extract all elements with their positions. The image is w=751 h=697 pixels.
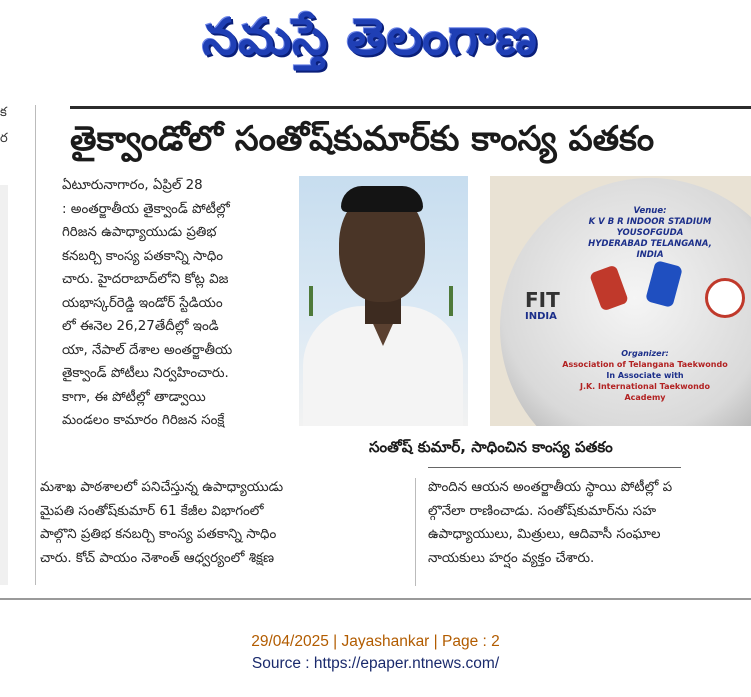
body-line: కాగా, ఈ పోటీల్లో తాడ్వాయి [62,389,206,405]
footer-date-line: 29/04/2025 | Jayashankar | Page : 2 [251,633,500,650]
red-fighter-figure [589,264,629,311]
body-line: చారు. హైదరాబాద్‌లోని కోట్ల విజ [62,272,229,287]
medal-venue-line: HYDERABAD TELANGANA, INDIA [588,239,712,260]
page-footer [0,631,751,675]
body-line: పొందిన ఆయన అంతర్జాతీయ స్థాయి పోటీల్లో ప [428,480,673,495]
body-line: కనబర్చి కాంస్య పతకాన్ని సాధిం [62,248,224,264]
headline-rule [70,106,751,109]
adjacent-column-shade [0,185,8,585]
body-line: యభాస్కర్‌రెడ్డి ఇండోర్ స్టేడియం [62,295,223,311]
medal-venue [575,206,725,261]
article-body-right [428,476,751,570]
caption-rule [428,467,681,468]
photo-caption: సంతోష్ కుమార్, సాధించిన కాంస్య పతకం [299,427,751,467]
body-line: లో ఈనెల 26,27తేదీల్లో ఇండి [62,319,219,334]
medal-organizer-label: Organizer: [621,349,669,358]
medal-organizer-line: Academy [624,393,666,402]
body-line: ఏటూరునాగారం, ఏప్రిల్ 28 [62,178,203,193]
footer-source-line: Source : https://epaper.ntnews.com/ [251,655,500,672]
tree-shape [309,286,313,316]
page-bottom-rule [0,598,751,600]
blue-fighter-figure [645,260,683,308]
body-line: చారు. కోచ్ పాయం నెశాంత్ ఆధ్వర్యంలో శిక్షణ [40,550,275,566]
medal-venue-label: Venue: [633,206,667,216]
body-line: తైక్వాండ్ పోటీలు నిర్వహించారు. [62,366,229,381]
bronze-medal [500,178,751,426]
masthead-title: నమస్తే తెలంగాణ [202,7,538,66]
body-line: మైపతి సంతోష్‌కుమార్ 61 కేజీల విభాగంలో [40,503,264,519]
medal-organizer-line: J.K. International Taekwondo [579,382,711,391]
body-line: పాల్గొని ప్రతిభ కనబర్చి కాంస్య పతకాన్ని సాధిం [40,527,277,542]
article-headline: తైక్వాండోలో సంతోష్‌కుమార్‌కు కాంస్య పతకం [70,119,655,159]
body-line: : అంతర్జాతీయ తైక్వాండ్ పోటీల్లో [62,201,230,217]
column-divider [35,105,36,585]
body-line: మశాఖ పాఠశాలలో పనిచేస్తున్న ఉపాధ్యాయుడు [40,480,284,495]
body-line: ఉపాధ్యాయులు, మిత్రులు, ఆదివాసీ సంఘాల [428,527,661,542]
hair [341,186,423,212]
medal-organizer-line: Association of Telangana Taekwondo [562,360,728,369]
medal-venue-line: K V B R INDOOR STADIUM YOUSOFGUDA [588,217,712,238]
body-line: గిరిజన ఉపాధ్యాయుడు ప్రతిభ [62,225,217,240]
portrait-photo [299,176,468,426]
adjacent-article-fragment [0,100,8,152]
tree-shape [449,286,453,316]
article-body-column [62,174,298,433]
column-divider [415,478,416,586]
medal-photo [490,176,751,426]
body-line: మండలం కామారం గిరిజన సంక్షే [62,413,225,428]
body-line: ల్గొనేలా రాణించాడు. సంతోష్‌కుమార్‌ను సహ [428,503,657,519]
adjacent-char: క [0,105,7,120]
fit-india-label: INDIA [525,311,557,322]
adjacent-char: ర [0,131,8,146]
medal-organizer [550,348,740,403]
article-body-continued [40,476,402,570]
association-emblem [705,278,745,318]
medal-organizer-line: In Associate with [606,371,684,380]
body-line: యా, నేపాల్ దేశాల అంతర్జాతీయ [62,342,233,358]
fit-logo: FIT [525,288,560,312]
body-line: నాయకులు హర్షం వ్యక్తం చేశారు. [428,550,595,566]
